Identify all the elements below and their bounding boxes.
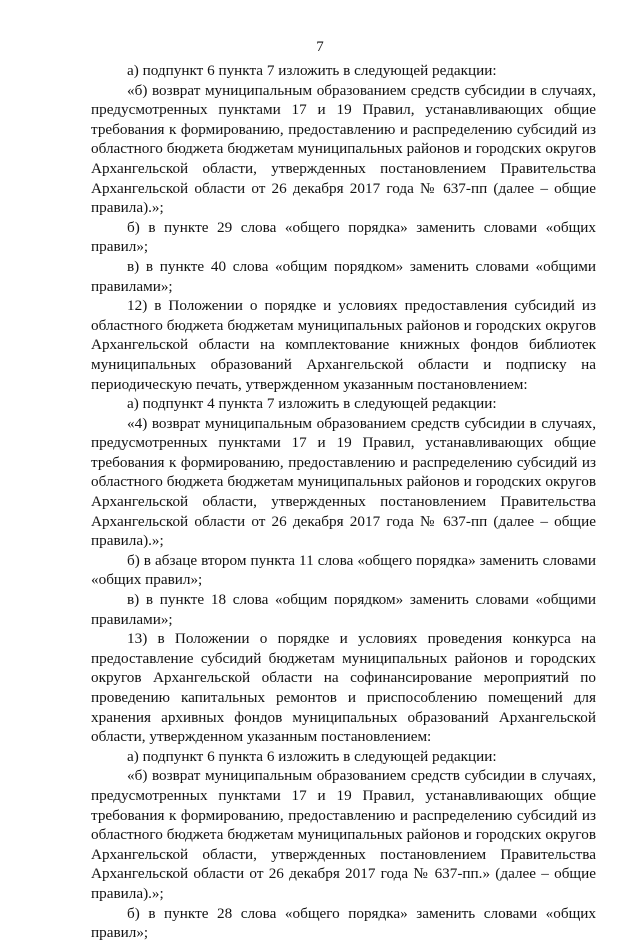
paragraph-item-a-subpoint-4-point-7: а) подпункт 4 пункта 7 изложить в следующей редакции: (127, 395, 497, 413)
paragraph-section-13: 13) в Положении о порядке и условиях проведения конкурса на предоставление субсидий бюджетам муниципальных районов и городских округов Архангельской области на софинансирование мероприятий по проведению капитальных ремонтов и приспособлению помещений для хранения архивных фондов муниципальных образований Архангельской области, утвержденном указанным постановлением: (91, 630, 596, 746)
paragraph-item-b-point-28: б) в пункте 28 слова «общего порядка» заменить словами «общих правил»; (91, 904, 596, 942)
paragraph-quoted-subsidy-return: «б) возврат муниципальным образованием средств субсидии в случаях, предусмотренных пунктами 17 и 19 Правил, устанавливающих общие требования к формированию, предоставлению и распределению субсидий из областного бюджета бюджетам муниципальных районов и городских округов Архангельской области, утвержденных постановлением Правительства Архангельской области от 26 декабря 2017 года № 637-пп (далее – общие правила).»; (91, 81, 596, 217)
document-body (91, 61, 596, 943)
paragraph-item-b-point-29: б) в пункте 29 слова «общего порядка» заменить словами «общих правил»; (91, 218, 596, 256)
page-number: 7 (316, 39, 324, 55)
paragraph-item-a-subpoint-6-point-6: а) подпункт 6 пункта 6 изложить в следующей редакции: (127, 747, 497, 765)
paragraph-item-b-point-11: б) в абзаце втором пункта 11 слова «общего порядка» заменить словами «общих правил»; (91, 551, 596, 589)
paragraph-item-v-point-40: в) в пункте 40 слова «общим порядком» заменить словами «общими правилами»; (91, 257, 596, 295)
paragraph-quoted-subsidy-return: «б) возврат муниципальным образованием средств субсидии в случаях, предусмотренных пунктами 17 и 19 Правил, устанавливающих общие требования к формированию, предоставлению и распределению субсидий из областного бюджета бюджетам муниципальных районов и городских округов Архангельской области, утвержденных постановлением Правительства Архангельской области от 26 декабря 2017 года № 637-пп.» (далее – общие правила).»; (91, 767, 596, 902)
paragraph-quoted-subsidy-return: «4) возврат муниципальным образованием средств субсидии в случаях, предусмотренных пунктами 17 и 19 Правил, устанавливающих общие требования к формированию, предоставлению и распределению субсидий из областного бюджета бюджетам муниципальных районов и городских округов Архангельской области, утвержденных постановлением Правительства Архангельской области от 26 декабря 2017 года № 637-пп (далее – общие правила).»; (91, 414, 596, 550)
paragraph-item-v-point-18: в) в пункте 18 слова «общим порядком» заменить словами «общими правилами»; (91, 591, 596, 628)
paragraph-section-12: 12) в Положении о порядке и условиях предоставления субсидий из областного бюджета бюджетам муниципальных районов и городских округов Архангельской области на комплектование книжных фондов библиотек муниципальных образований Архангельской области и подписку на периодическую печать, утвержденном указанным постановлением: (91, 297, 596, 393)
paragraph-item-a-subpoint-6-point-7: а) подпункт 6 пункта 7 изложить в следующей редакции: (127, 62, 497, 79)
